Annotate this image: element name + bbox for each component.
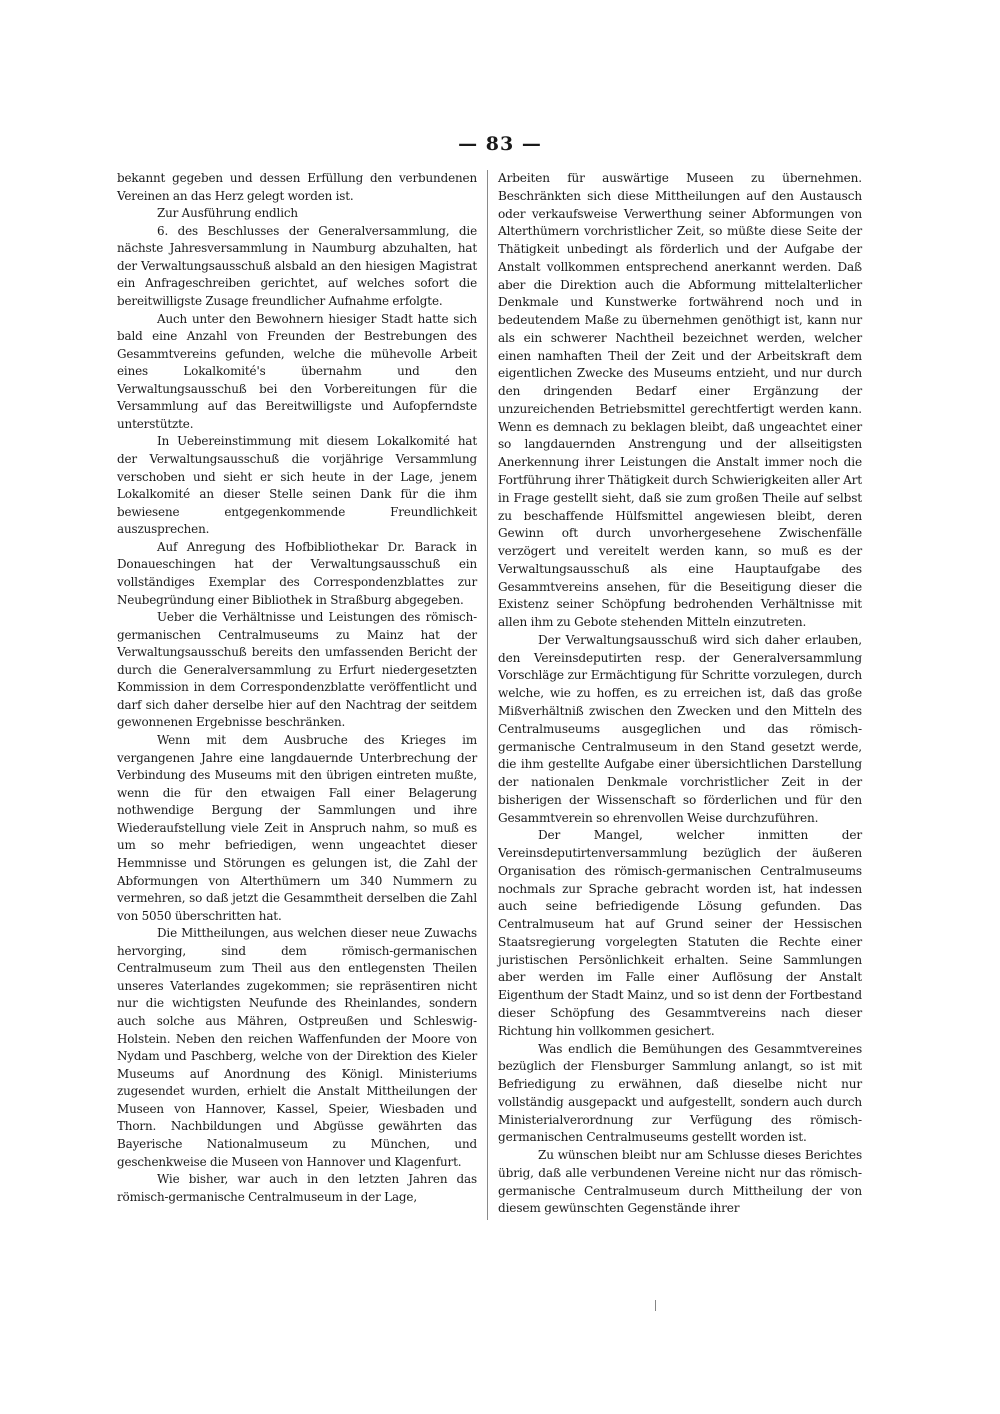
paragraph: Die Mittheilungen, aus welchen dieser neue Zuwachs hervorging, sind dem römisch-germanischen Centralmuseum zum Theil aus den entlegensten Theilen unseres Vaterlandes zugekommen; sie repräsentiren nicht nur die wichtigsten Neufunde des Rheinlandes, sondern auch solche aus Mähren, Ostpreußen und Schleswig-Holstein. Neben den reichen Waffenfunden der Moore von Nydam und Paschberg, welche von der Direktion des Kieler Museums auf Anordnung des Königl. Ministeriums zugesendet wurden, erhielt die Anstalt Mittheilungen der Museen von Hannover, Kassel, Speier, Wiesbaden und Thorn. Nachbildungen und Abgüsse gewährten das Bayerische Nationalmuseum zu München, und geschenkweise die Museen von Hannover und Klagenfurt.	[117, 926, 477, 1169]
right-column	[498, 170, 862, 1218]
paragraph: Wie bisher, war auch in den letzten Jahren das römisch-germanische Centralmuseum in der Lage,	[117, 1172, 477, 1204]
paragraph: Auf Anregung des Hofbibliothekar Dr. Barack in Donaueschingen hat der Verwaltungsausschuß ein vollständiges Exemplar des Correspondenzblattes zur Neubegründung einer Bibliothek in Straßburg abgegeben.	[117, 539, 477, 607]
paragraph: Der Verwaltungsausschuß wird sich daher erlauben, den Vereinsdeputirten resp. der Generalversammlung Vorschläge zur Ermächtigung für Schritte vorzulegen, durch welche, wie zu hoffen, es zu erreichen ist, daß das große Mißverhältniß zwischen den Zwecken und den Mitteln des Centralmuseums ausgeglichen und das römisch-germanische Centralmuseum in den Stand gesetzt werde, die ihm gestellte Aufgabe einer übersichtlichen Darstellung der nationalen Denkmale vorchristlicher Zeit in der bisherigen der Wissenschaft so förderlichen und für den Gesammtverein so ehrenvollen Weise durchzuführen.	[498, 632, 862, 825]
paragraph: 6. des Beschlusses der Generalversammlung, die nächste Jahresversammlung in Naumburg abzuhalten, hat der Verwaltungsausschuß alsbald an den hiesigen Magistrat ein Anfrageschreiben gerichtet, auf welches sofort die bereitwilligste Zusage freundlicher Aufnahme erfolgte.	[117, 223, 477, 308]
paragraph: bekannt gegeben und dessen Erfüllung den verbundenen Vereinen an das Herz gelegt worden ist.	[117, 171, 477, 203]
paragraph: Der Mangel, welcher inmitten der Vereinsdeputirtenversammlung bezüglich der äußeren Organisation des römisch-germanischen Centralmuseums nochmals zur Sprache gebracht worden ist, hat indessen auch seine befriedigende Lösung gefunden. Das Centralmuseum hat auf Grund seiner der Hessischen Staatsregierung vorgelegten Statuten die Rechte einer juristischen Persönlichkeit erhalten. Seine Sammlungen aber werden im Falle einer Auflösung der Anstalt Eigenthum der Stadt Mainz, und so ist denn der Fortbestand dieser Schöpfung des Gesammtvereins nach dieser Richtung hin vollkommen gesichert.	[498, 828, 862, 1038]
paragraph: Was endlich die Bemühungen des Gesammtvereines bezüglich der Flensburger Sammlung anlangt, so ist mit Befriedigung zu erwähnen, daß dieselbe nicht nur vollständig ausgepackt und aufgestellt, sondern auch durch Ministerialverordnung zur Verfügung des römisch-germanischen Centralmuseums gestellt worden ist.	[498, 1041, 862, 1145]
column-divider	[487, 170, 488, 1220]
paragraph: In Uebereinstimmung mit diesem Lokalkomité hat der Verwaltungsausschuß die vorjährige Versammlung verschoben und sieht er sich heute in der Lage, jenem Lokalkomité an dieser Stelle seinen Dank für die ihm bewiesene entgegenkommende Freundlichkeit auszusprechen.	[117, 434, 477, 537]
page-number: — 83 —	[458, 133, 542, 155]
paragraph: Zu wünschen bleibt nur am Schlusse dieses Berichtes übrig, daß alle verbundenen Vereine nicht nur das römisch-germanische Centralmuseum durch Mittheilung der von diesem gewünschten Gegenstände ihrer	[498, 1148, 862, 1216]
print-mark	[655, 1300, 656, 1311]
left-column	[117, 170, 477, 1206]
paragraph: Auch unter den Bewohnern hiesiger Stadt hatte sich bald eine Anzahl von Freunden der Bestrebungen des Gesammtvereins gefunden, welche die mühevolle Arbeit eines Lokalkomité's übernahm und den Verwaltungsausschuß bei den Vorbereitungen für die Versammlung auf das Bereitwilligste und Aufopferndste unterstützte.	[117, 311, 477, 431]
paragraph: Zur Ausführung endlich	[157, 206, 298, 221]
paragraph: Arbeiten für auswärtige Museen zu übernehmen. Beschränkten sich diese Mittheilungen auf den Austausch oder verkaufsweise Verwerthung seiner Abformungen von Alterthümern vorchristlicher Zeit, so müßte diese Seite der Thätigkeit unbedingt als förderlich und der Aufgabe der Anstalt vollkommen entsprechend anerkannt werden. Daß aber die Direktion auch die Abformung mittelalterlicher Denkmale und Kunstwerke fortwährend noch und in bedeutendem Maße zu übernehmen genöthigt ist, kann nur als ein schwerer Nachtheil bezeichnet werden, welcher einen namhaften Theil der Zeit und der Arbeitskraft dem eigentlichen Zwecke des Museums entzieht, und nur durch den dringenden Bedarf einer Ergänzung der unzureichenden Betriebsmittel gerechtfertigt werden kann. Wenn es demnach zu beklagen bleibt, daß ungeachtet einer so langdauernden Anstrengung und der allseitigsten Anerkennung ihrer Leistungen die Anstalt immer noch die Fortführung ihrer Thätigkeit durch Schwierigkeiten aller Art in Frage gestellt sieht, daß sie zum großen Theile auf selbst zu beschaffende Hülfsmittel angewiesen bleibt, deren Gewinn oft durch unvorhergesehene Zwischenfälle verzögert und vereitelt werden kann, so muß es der Verwaltungsausschuß als eine Hauptaufgabe des Gesammtvereins ansehen, für die Beseitigung dieser die Existenz seiner Schöpfung bedrohenden Verhältnisse mit allen ihm zu Gebote stehenden Mitteln einzutreten.	[498, 171, 862, 630]
paragraph: Ueber die Verhältnisse und Leistungen des römisch-germanischen Centralmuseums zu Mainz hat der Verwaltungsausschuß bereits den umfassenden Bericht der durch die Generalversammlung zu Erfurt niedergesetzten Kommission in dem Correspondenzblatte veröffentlicht und darf sich daher derselbe hier auf den Nachtrag der seitdem gewonnenen Ergebnisse beschränken.	[117, 610, 477, 730]
paragraph: Wenn mit dem Ausbruche des Krieges im vergangenen Jahre eine langdauernde Unterbrechung der Verbindung des Museums mit den übrigen eintreten mußte, wenn die für den etwaigen Fall einer Belagerung nothwendige Bergung der Sammlungen und ihre Wiederaufstellung viele Zeit in Anspruch nahm, so muß es um so mehr befriedigen, wenn ungeachtet dieser Hemmnisse und Störungen es gelungen ist, die Zahl der Abformungen von Alterthümern um 340 Nummern zu vermehren, so daß jetzt die Gesammtheit derselben die Zahl von 5050 überschritten hat.	[117, 733, 477, 923]
